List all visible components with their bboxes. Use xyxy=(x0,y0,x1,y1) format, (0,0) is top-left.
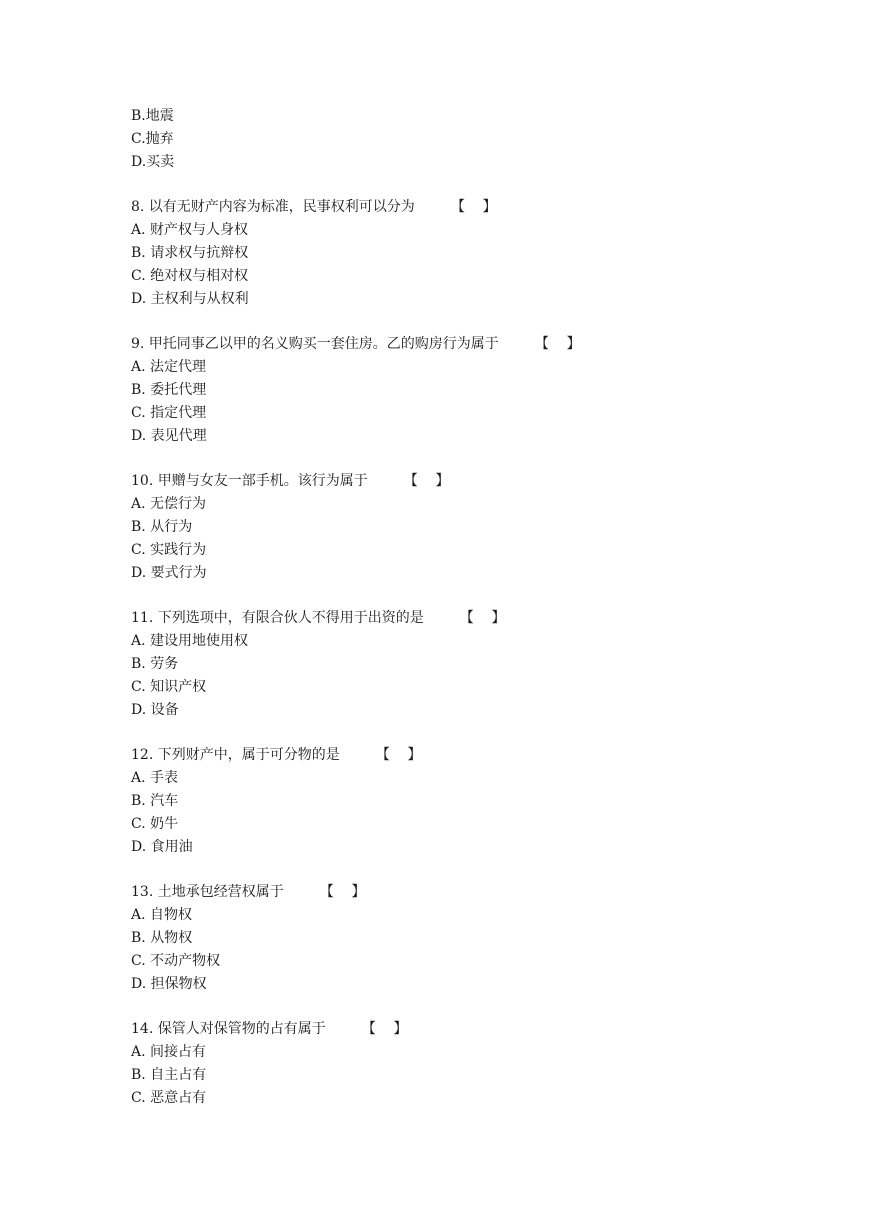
option-line: B. 委托代理 xyxy=(131,382,207,398)
option-line: C. 指定代理 xyxy=(131,405,207,421)
answer-bracket: 【 】 xyxy=(459,610,506,626)
option-line: A. 自物权 xyxy=(131,907,193,923)
question-list xyxy=(131,196,771,1110)
option-line: B. 劳务 xyxy=(131,656,179,672)
question-block xyxy=(131,470,771,585)
option-line: D.买卖 xyxy=(131,154,175,170)
option-line: C.抛弃 xyxy=(131,131,174,147)
question-block xyxy=(131,1018,771,1110)
question-stem: 14. 保管人对保管物的占有属于 xyxy=(131,1021,326,1037)
option-line: C. 不动产物权 xyxy=(131,953,221,969)
exam-page xyxy=(131,105,771,1110)
answer-bracket: 【 】 xyxy=(534,336,581,352)
question-stem-line xyxy=(131,607,771,630)
option-line: D. 主权利与从权利 xyxy=(131,291,249,307)
question-block xyxy=(131,333,771,448)
answer-bracket: 【 】 xyxy=(403,473,450,489)
question-block xyxy=(131,881,771,996)
leading-options xyxy=(131,105,771,174)
answer-bracket: 【 】 xyxy=(450,199,497,215)
option-line: D. 设备 xyxy=(131,702,179,718)
question-stem: 8. 以有无财产内容为标准，民事权利可以分为 xyxy=(131,199,415,215)
question-block xyxy=(131,744,771,859)
option-line: B.地震 xyxy=(131,108,174,124)
answer-bracket: 【 】 xyxy=(375,747,422,763)
question-stem-line xyxy=(131,196,771,219)
option-line: B. 从物权 xyxy=(131,930,193,946)
option-line: C. 实践行为 xyxy=(131,542,207,558)
option-line: D. 食用油 xyxy=(131,839,193,855)
option-line: B. 汽车 xyxy=(131,793,179,809)
option-line: A. 法定代理 xyxy=(131,359,207,375)
option-line: B. 从行为 xyxy=(131,519,193,535)
question-stem-line xyxy=(131,470,771,493)
question-stem-line xyxy=(131,333,771,356)
question-stem: 10. 甲赠与女友一部手机。该行为属于 xyxy=(131,473,368,489)
question-stem: 9. 甲托同事乙以甲的名义购买一套住房。乙的购房行为属于 xyxy=(131,336,499,352)
option-line: B. 请求权与抗辩权 xyxy=(131,245,249,261)
question-stem: 11. 下列选项中，有限合伙人不得用于出资的是 xyxy=(131,610,424,626)
option-line: A. 手表 xyxy=(131,770,179,786)
question-stem-line xyxy=(131,1018,771,1041)
option-line: D. 要式行为 xyxy=(131,565,207,581)
answer-bracket: 【 】 xyxy=(319,884,366,900)
option-line: B. 自主占有 xyxy=(131,1067,207,1083)
answer-bracket: 【 】 xyxy=(361,1021,408,1037)
option-line: A. 无偿行为 xyxy=(131,496,207,512)
option-line: A. 间接占有 xyxy=(131,1044,207,1060)
question-stem: 12. 下列财产中，属于可分物的是 xyxy=(131,747,340,763)
question-stem: 13. 土地承包经营权属于 xyxy=(131,884,284,900)
option-line: C. 知识产权 xyxy=(131,679,207,695)
question-block xyxy=(131,196,771,311)
option-line: C. 绝对权与相对权 xyxy=(131,268,249,284)
option-line: A. 建设用地使用权 xyxy=(131,633,249,649)
option-line: C. 奶牛 xyxy=(131,816,179,832)
question-stem-line xyxy=(131,881,771,904)
option-line: C. 恶意占有 xyxy=(131,1090,207,1106)
question-block xyxy=(131,607,771,722)
question-stem-line xyxy=(131,744,771,767)
option-line: D. 担保物权 xyxy=(131,976,207,992)
option-line: A. 财产权与人身权 xyxy=(131,222,249,238)
option-line: D. 表见代理 xyxy=(131,428,207,444)
